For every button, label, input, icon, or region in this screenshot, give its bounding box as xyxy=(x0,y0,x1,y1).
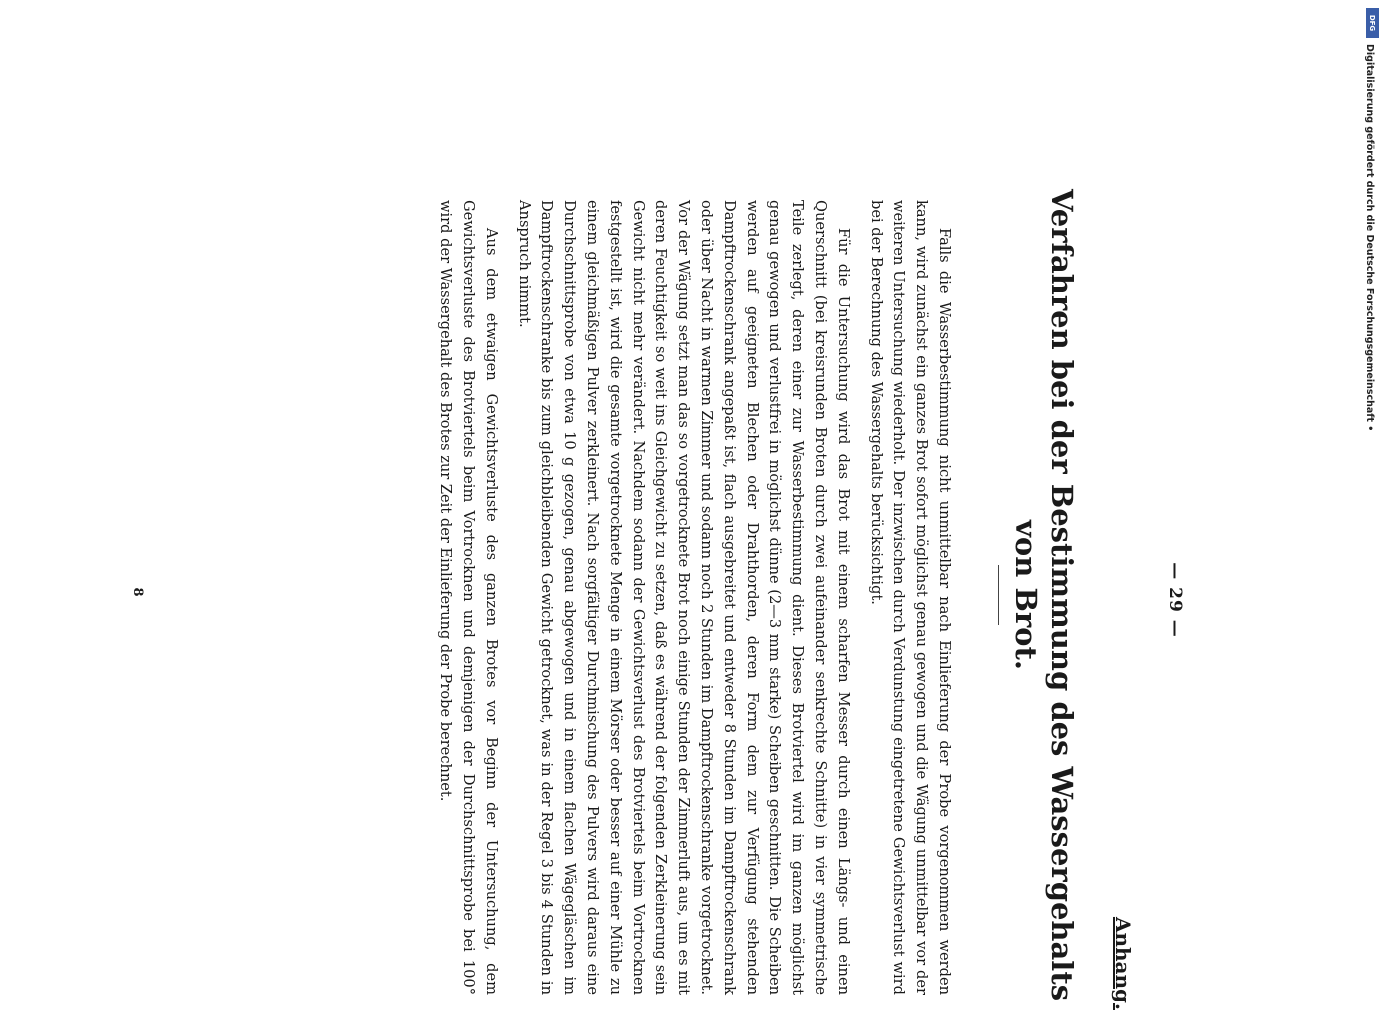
paragraph: Aus dem etwaigen Gewichtsverluste des ganzen Brotes vor Beginn der Untersuchung, dem Gewichtsverluste des Brotviertels beim Vortrocknen und demjenigen der Durchschnittsprobe bei 100° wird der Wassergehalt des Brotes zur Zeit der Einlieferung der Probe berechnet. xyxy=(437,200,500,995)
body-text xyxy=(423,200,955,995)
paragraph: Falls die Wasserbestimmung nicht unmittelbar nach Einlieferung der Probe vorgenommen werden kann, wird zunächst ein ganzes Brot sofort möglichst genau gewogen und die Wägung unmittelbar vor der weiteren Untersuchung wiederholt. Der inzwischen durch Verdunstung eingetretene Gewichtsverlust wird bei der Berechnung des Wassergehalts berücksichtigt. xyxy=(867,200,953,995)
section-title: Verfahren bei der Bestimmung des Wassergehalts von Brot. xyxy=(1009,188,1079,1002)
title-divider xyxy=(998,565,999,625)
rotated-page xyxy=(125,180,1185,1010)
paragraph: Für die Untersuchung wird das Brot mit einem scharfen Messer durch einen Längs- und einen Querschnitt (bei kreisrunden Broten durch zwei aufeinander senkrechte Schnitte) in vier symmetrische Teile zerlegt, deren einer zur Wasserbestimmung dient. Dieses Brotviertel wird im ganzen möglichst genau gewogen und verlustfrei in möglichst dünne (2—3 mm starke) Scheiben geschnitten. Die Scheiben werden auf geeigneten Blechen oder Drahthorden, deren Form dem zur Verfügung stehenden Dampftrockenschrank angepaßt ist, flach ausgebreitet und entweder 8 Stunden im Dampftrockenschrank oder über Nacht in warmen Zimmer und sodann noch 2 Stunden im Dampftrockenschranke vorgetrocknet. Vor der Wägung setzt man das so vorgetrocknete Brot noch einige Stunden der Zimmerluft aus, um es mit deren Feuchtigkeit so weit ins Gleichgewicht zu setzen, daß es während der folgenden Zerkleinerung sein Gewicht nicht mehr verändert. Nachdem sodann der Gewichtsverlust des Brotviertels beim Vortrocknen festgestellt ist, wird die gesamte vorgetrocknete Menge in einem Mörser oder besser auf einer Mühle zu einem gleichmäßigen Pulver zerkleinert. Nach sorgfältiger Durchmischung des Pulvers wird daraus eine Durchschnittsprobe von etwa 10 g gezogen, genau abgewogen und in einem flachen Wägegläschen im Dampftrockenschranke bis zum gleichbleibenden Gewicht getrocknet, was in der Regel 3 bis 4 Stunden in Anspruch nimmt. xyxy=(515,200,852,995)
appendix-heading: Anhang. xyxy=(1111,916,1135,1010)
signature-mark: 8 xyxy=(130,587,145,597)
funding-note: Digitalisierung gefördert durch die Deutsche Forschungsgemeinschaft • xyxy=(1364,44,1375,432)
logo-text: DFG xyxy=(1368,14,1377,32)
page-header xyxy=(1155,180,1185,1010)
dfg-logo-icon xyxy=(1366,8,1379,38)
page-number: — 29 — xyxy=(1165,562,1185,638)
